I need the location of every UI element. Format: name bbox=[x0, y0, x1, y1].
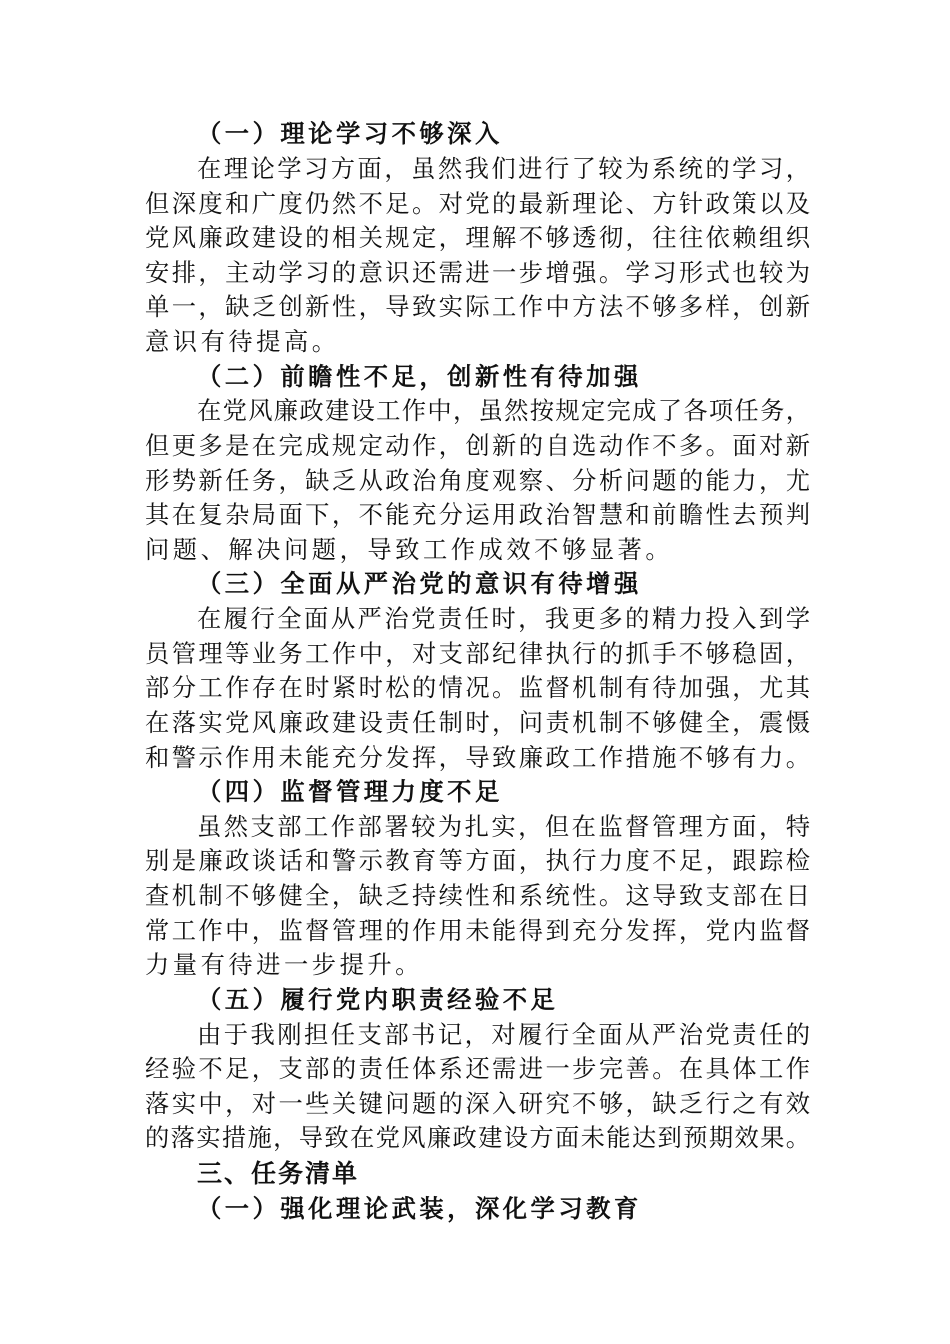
paragraph-line: 但更多是在完成规定动作，创新的自选动作不多。面对新 bbox=[145, 431, 810, 460]
paragraph-line: 在党风廉政建设工作中，虽然按规定完成了各项任务， bbox=[197, 396, 810, 425]
paragraph-line: 由于我刚担任支部书记，对履行全面从严治党责任的 bbox=[197, 1020, 810, 1049]
paragraph-line: 落实中，对一些关键问题的深入研究不够，缺乏行之有效 bbox=[145, 1089, 810, 1118]
paragraph-line: 其在复杂局面下，不能充分运用政治智慧和前瞻性去预判 bbox=[145, 500, 810, 529]
paragraph-line: 意识有待提高。 bbox=[145, 327, 340, 356]
paragraph-line: 和警示作用未能充分发挥，导致廉政工作措施不够有力。 bbox=[145, 743, 810, 772]
paragraph-line: 单一，缺乏创新性，导致实际工作中方法不够多样，创新 bbox=[145, 292, 810, 321]
paragraph-line: 力量有待进一步提升。 bbox=[145, 950, 423, 979]
subheading-strict-governance: （三）全面从严治党的意识有待增强 bbox=[197, 569, 642, 598]
subheading-supervision: （四）监督管理力度不足 bbox=[197, 777, 503, 806]
paragraph-line: 问题、解决问题，导致工作成效不够显著。 bbox=[145, 535, 674, 564]
paragraph-line: 党风廉政建设的相关规定，理解不够透彻，往往依赖组织 bbox=[145, 223, 810, 252]
paragraph-line: 在履行全面从严治党责任时，我更多的精力投入到学 bbox=[197, 604, 810, 633]
subheading-theory-study: （一）理论学习不够深入 bbox=[197, 119, 503, 148]
paragraph-line: 经验不足，支部的责任体系还需进一步完善。在具体工作 bbox=[145, 1054, 810, 1083]
subheading-theory-armament: （一）强化理论武装，深化学习教育 bbox=[197, 1194, 642, 1223]
paragraph-line: 别是廉政谈话和警示教育等方面，执行力度不足，跟踪检 bbox=[145, 846, 810, 875]
subheading-experience: （五）履行党内职责经验不足 bbox=[197, 985, 559, 1014]
paragraph-line: 在落实党风廉政建设责任制时，问责机制不够健全，震慑 bbox=[145, 708, 810, 737]
paragraph-line: 查机制不够健全，缺乏持续性和系统性。这导致支部在日 bbox=[145, 881, 810, 910]
paragraph-line: 的落实措施，导致在党风廉政建设方面未能达到预期效果。 bbox=[145, 1123, 810, 1152]
paragraph-line: 在理论学习方面，虽然我们进行了较为系统的学习， bbox=[197, 154, 810, 183]
paragraph-line: 但深度和广度仍然不足。对党的最新理论、方针政策以及 bbox=[145, 189, 810, 218]
paragraph-line: 安排，主动学习的意识还需进一步增强。学习形式也较为 bbox=[145, 258, 810, 287]
paragraph-line: 虽然支部工作部署较为扎实，但在监督管理方面，特 bbox=[197, 812, 810, 841]
section-heading-task-list: 三、任务清单 bbox=[197, 1159, 360, 1188]
subheading-foresight: （二）前瞻性不足，创新性有待加强 bbox=[197, 362, 642, 391]
paragraph-line: 常工作中，监督管理的作用未能得到充分发挥，党内监督 bbox=[145, 916, 810, 945]
paragraph-line: 员管理等业务工作中，对支部纪律执行的抓手不够稳固， bbox=[145, 639, 810, 668]
paragraph-line: 形势新任务，缺乏从政治角度观察、分析问题的能力，尤 bbox=[145, 466, 810, 495]
paragraph-line: 部分工作存在时紧时松的情况。监督机制有待加强，尤其 bbox=[145, 673, 810, 702]
